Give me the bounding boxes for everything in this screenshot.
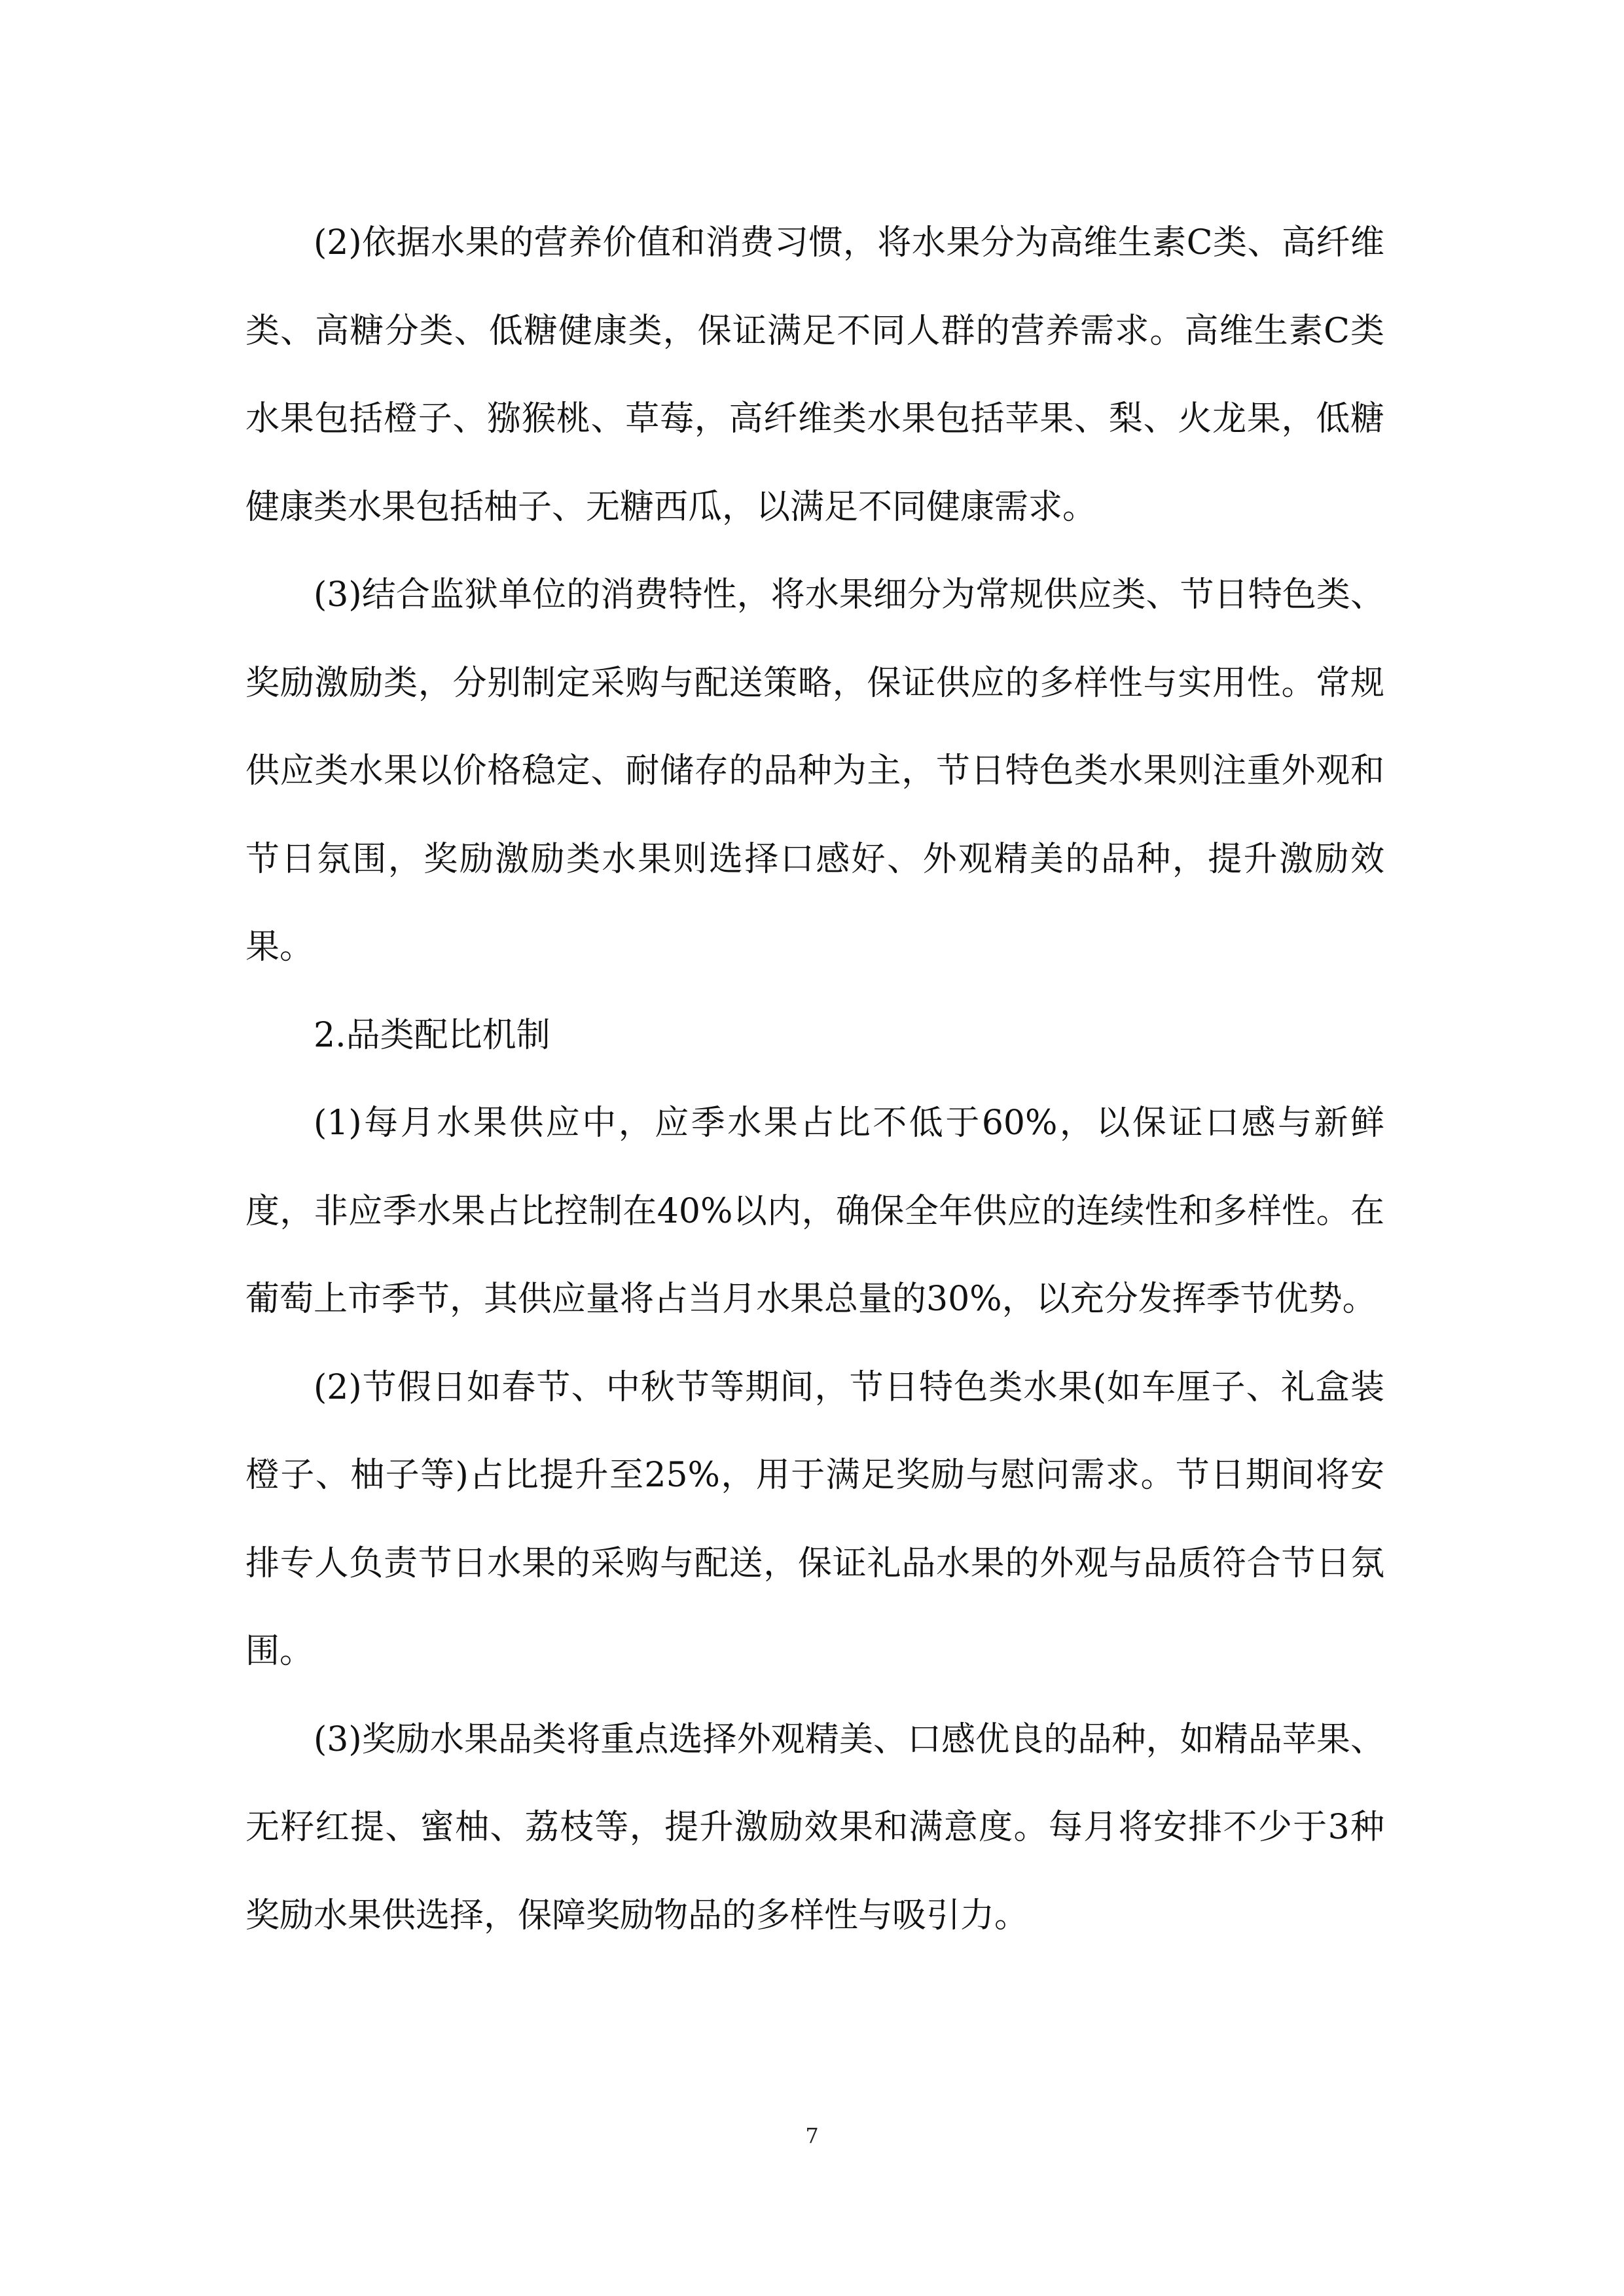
paragraph-seasonal-ratio: (1)每月水果供应中，应季水果占比不低于60%，以保证口感与新鲜度，非应季水果占比控制在40%以内，确保全年供应的连续性和多样性。在葡萄上市季节，其供应量将占当月水果总量的30%，以充分发挥季节优势。: [245, 1103, 1384, 1319]
section-heading-category-ratio: 2.品类配比机制: [314, 1015, 550, 1055]
document-body: [245, 199, 1384, 1960]
paragraph-nutrition-classification: (2)依据水果的营养价值和消费习惯，将水果分为高维生素C类、高纤维类、高糖分类、低糖健康类，保证满足不同人群的营养需求。高维生素C类水果包括橙子、猕猴桃、草莓，高纤维类水果包括苹果、梨、火龙果，低糖健康类水果包括柚子、无糖西瓜，以满足不同健康需求。: [245, 223, 1384, 527]
paragraph-holiday-ratio: (2)节假日如春节、中秋节等期间，节日特色类水果(如车厘子、礼盒装橙子、柚子等)占比提升至25%，用于满足奖励与慰问需求。节日期间将安排专人负责节日水果的采购与配送，保证礼品水果的外观与品质符合节日氛围。: [245, 1367, 1384, 1671]
paragraph-consumption-classification: (3)结合监狱单位的消费特性，将水果细分为常规供应类、节日特色类、奖励激励类，分别制定采购与配送策略，保证供应的多样性与实用性。常规供应类水果以价格稳定、耐储存的品种为主，节日特色类水果则注重外观和节日氛围，奖励激励类水果则选择口感好、外观精美的品种，提升激励效果。: [245, 575, 1384, 967]
paragraph-reward-fruit: (3)奖励水果品类将重点选择外观精美、口感优良的品种，如精品苹果、无籽红提、蜜柚、荔枝等，提升激励效果和满意度。每月将安排不少于3种奖励水果供选择，保障奖励物品的多样性与吸引力。: [245, 1719, 1384, 1935]
page-number: 7: [805, 2123, 819, 2148]
